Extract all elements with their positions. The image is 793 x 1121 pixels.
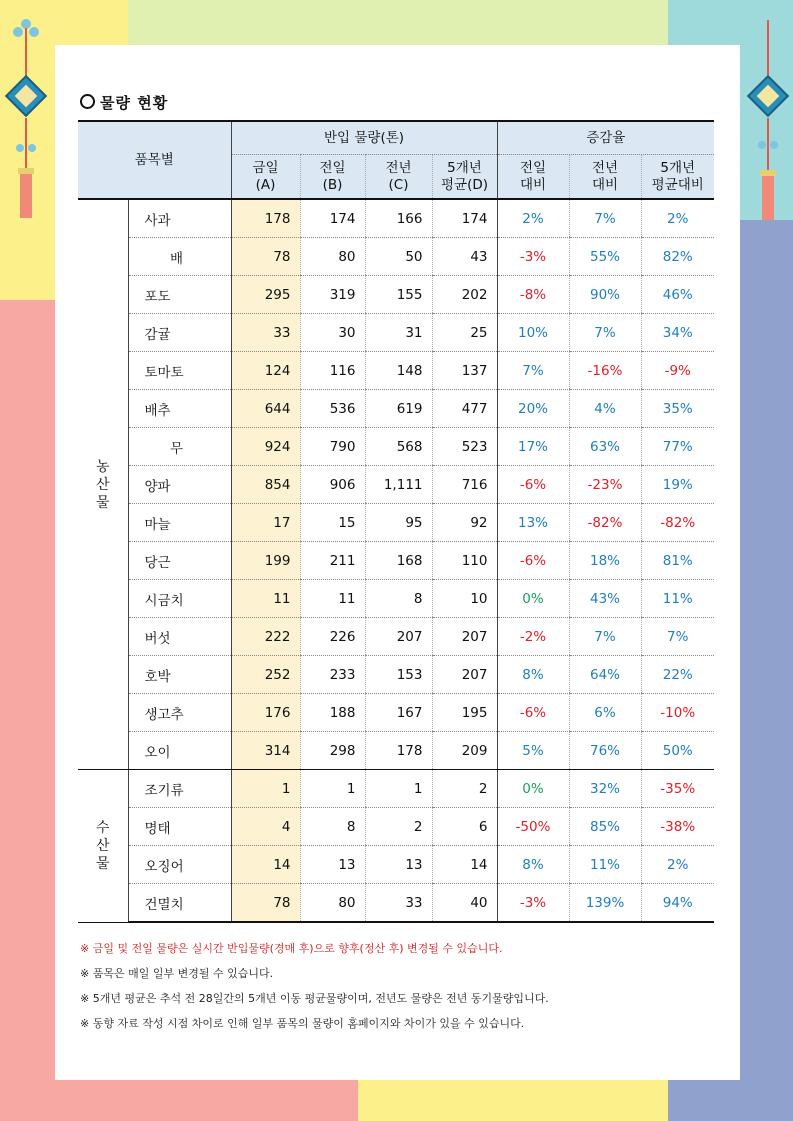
- volume-cell: 124: [231, 352, 300, 390]
- rate-cell: 94%: [641, 884, 714, 923]
- item-name: 무: [128, 428, 231, 466]
- rate-cell: 63%: [569, 428, 641, 466]
- rate-cell: -8%: [497, 276, 569, 314]
- volume-cell: 1: [300, 770, 365, 808]
- rate-cell: 32%: [569, 770, 641, 808]
- rate-cell: 11%: [569, 846, 641, 884]
- rate-cell: -9%: [641, 352, 714, 390]
- table-row: [78, 580, 714, 618]
- rate-cell: 7%: [569, 618, 641, 656]
- volume-cell: 523: [432, 428, 497, 466]
- volume-cell: 166: [365, 199, 432, 238]
- volume-cell: 80: [300, 238, 365, 276]
- item-name: 배추: [128, 390, 231, 428]
- rate-cell: 18%: [569, 542, 641, 580]
- volume-cell: 536: [300, 390, 365, 428]
- bullet-circle-icon: [80, 94, 95, 109]
- volume-cell: 233: [300, 656, 365, 694]
- column-header: [497, 155, 569, 200]
- volume-cell: 148: [365, 352, 432, 390]
- column-header: [641, 155, 714, 200]
- rate-cell: 7%: [641, 618, 714, 656]
- group-label: 수산물: [95, 819, 110, 872]
- volume-cell: 153: [365, 656, 432, 694]
- table-row: [78, 732, 714, 770]
- rate-cell: 50%: [641, 732, 714, 770]
- volume-cell: 298: [300, 732, 365, 770]
- notes: [80, 936, 549, 1036]
- volume-cell: 199: [231, 542, 300, 580]
- volume-cell: 314: [231, 732, 300, 770]
- rate-cell: 55%: [569, 238, 641, 276]
- column-header-line: (C): [388, 176, 409, 193]
- item-name: 호박: [128, 656, 231, 694]
- column-header-line: 5개년: [447, 159, 482, 176]
- volume-cell: 207: [365, 618, 432, 656]
- bg-block: [128, 0, 668, 48]
- volume-cell: 15: [300, 504, 365, 542]
- volume-cell: 4: [231, 808, 300, 846]
- volume-cell: 207: [432, 618, 497, 656]
- item-name: 생고추: [128, 694, 231, 732]
- rate-cell: 4%: [569, 390, 641, 428]
- rate-cell: 81%: [641, 542, 714, 580]
- rate-cell: 6%: [569, 694, 641, 732]
- volume-cell: 174: [432, 199, 497, 238]
- volume-cell: 8: [365, 580, 432, 618]
- norigae-ornament-icon: [4, 18, 48, 223]
- rate-cell: -3%: [497, 884, 569, 923]
- table-row: [78, 542, 714, 580]
- volume-cell: 8: [300, 808, 365, 846]
- rate-cell: 17%: [497, 428, 569, 466]
- item-name: 포도: [128, 276, 231, 314]
- rate-cell: 13%: [497, 504, 569, 542]
- volume-cell: 92: [432, 504, 497, 542]
- section-title-text: 물량 현황: [100, 94, 169, 112]
- volume-cell: 178: [365, 732, 432, 770]
- rate-cell: 7%: [569, 199, 641, 238]
- volume-cell: 80: [300, 884, 365, 923]
- volume-cell: 176: [231, 694, 300, 732]
- rate-cell: 8%: [497, 656, 569, 694]
- group-label: 농산물: [95, 458, 110, 511]
- column-header: [365, 155, 432, 200]
- volume-cell: 13: [365, 846, 432, 884]
- item-name: 감귤: [128, 314, 231, 352]
- rate-cell: -10%: [641, 694, 714, 732]
- column-header-line: 5개년: [660, 159, 696, 176]
- volume-cell: 906: [300, 466, 365, 504]
- volume-cell: 644: [231, 390, 300, 428]
- rate-cell: 2%: [641, 199, 714, 238]
- volume-cell: 188: [300, 694, 365, 732]
- rate-cell: 10%: [497, 314, 569, 352]
- rate-cell: 43%: [569, 580, 641, 618]
- rate-cell: 2%: [641, 846, 714, 884]
- volume-cell: 14: [231, 846, 300, 884]
- rate-cell: -23%: [569, 466, 641, 504]
- column-header-line: 대비: [519, 176, 547, 193]
- volume-cell: 78: [231, 238, 300, 276]
- rate-cell: -6%: [497, 542, 569, 580]
- volume-cell: 178: [231, 199, 300, 238]
- volume-cell: 252: [231, 656, 300, 694]
- volume-cell: 209: [432, 732, 497, 770]
- volume-cell: 1: [231, 770, 300, 808]
- volume-cell: 477: [432, 390, 497, 428]
- rate-cell: 0%: [497, 580, 569, 618]
- item-name: 조기류: [128, 770, 231, 808]
- volume-cell: 11: [231, 580, 300, 618]
- volume-cell: 202: [432, 276, 497, 314]
- item-name: 시금치: [128, 580, 231, 618]
- volume-cell: 716: [432, 466, 497, 504]
- table-row: [78, 352, 714, 390]
- volume-cell: 211: [300, 542, 365, 580]
- item-name: 배: [128, 238, 231, 276]
- volume-cell: 95: [365, 504, 432, 542]
- volume-cell: 33: [365, 884, 432, 923]
- rate-cell: -6%: [497, 694, 569, 732]
- volume-table: [78, 120, 714, 923]
- volume-cell: 30: [300, 314, 365, 352]
- rate-cell: 2%: [497, 199, 569, 238]
- table-row: [78, 846, 714, 884]
- rate-cell: -82%: [569, 504, 641, 542]
- column-header-line: (A): [255, 176, 276, 193]
- volume-cell: 17: [231, 504, 300, 542]
- bg-block: [740, 220, 793, 1121]
- rate-cell: 8%: [497, 846, 569, 884]
- note-line: ※ 5개년 평균은 추석 전 28일간의 5개년 이동 평균물량이며, 전년도 물량은 전년 동기물량입니다.: [80, 992, 549, 1005]
- column-header: [300, 155, 365, 200]
- table-row: [78, 276, 714, 314]
- rate-cell: 34%: [641, 314, 714, 352]
- column-header-line: 전일: [519, 159, 547, 176]
- bg-block: [668, 1080, 793, 1121]
- rate-cell: 76%: [569, 732, 641, 770]
- bg-block: [55, 1080, 358, 1121]
- item-name: 건멸치: [128, 884, 231, 923]
- volume-cell: 40: [432, 884, 497, 923]
- volume-cell: 167: [365, 694, 432, 732]
- volume-cell: 195: [432, 694, 497, 732]
- section-title: [80, 92, 168, 113]
- table-row: [78, 694, 714, 732]
- column-header: [432, 155, 497, 200]
- table-row: [78, 466, 714, 504]
- column-header-line: 평균대비: [651, 176, 704, 193]
- norigae-ornament-icon: [746, 20, 790, 225]
- table-row: [78, 390, 714, 428]
- header-rate: 증감율: [497, 121, 714, 155]
- rate-cell: 82%: [641, 238, 714, 276]
- column-header-line: (B): [322, 176, 343, 193]
- volume-cell: 790: [300, 428, 365, 466]
- column-header-line: 전일: [319, 159, 346, 176]
- volume-cell: 619: [365, 390, 432, 428]
- column-header: [231, 155, 300, 200]
- rate-cell: 5%: [497, 732, 569, 770]
- volume-cell: 207: [432, 656, 497, 694]
- volume-cell: 33: [231, 314, 300, 352]
- column-header-line: 전년: [385, 159, 412, 176]
- group-agri: [78, 199, 128, 770]
- column-header-line: 대비: [591, 176, 619, 193]
- item-name: 명태: [128, 808, 231, 846]
- bg-block: [0, 300, 55, 1121]
- table-row: [78, 238, 714, 276]
- volume-cell: 13: [300, 846, 365, 884]
- rate-cell: -82%: [641, 504, 714, 542]
- rate-cell: -16%: [569, 352, 641, 390]
- rate-cell: 22%: [641, 656, 714, 694]
- volume-cell: 924: [231, 428, 300, 466]
- table-row: [78, 884, 714, 923]
- volume-cell: 854: [231, 466, 300, 504]
- rate-cell: 35%: [641, 390, 714, 428]
- header-item: 품목별: [78, 121, 231, 199]
- volume-cell: 110: [432, 542, 497, 580]
- table-row: [78, 770, 714, 808]
- volume-cell: 226: [300, 618, 365, 656]
- column-header-line: 전년: [591, 159, 619, 176]
- rate-cell: 64%: [569, 656, 641, 694]
- volume-cell: 222: [231, 618, 300, 656]
- volume-cell: 2: [365, 808, 432, 846]
- volume-cell: 155: [365, 276, 432, 314]
- rate-cell: -3%: [497, 238, 569, 276]
- item-name: 버섯: [128, 618, 231, 656]
- volume-cell: 116: [300, 352, 365, 390]
- volume-cell: 6: [432, 808, 497, 846]
- volume-cell: 1,111: [365, 466, 432, 504]
- volume-cell: 168: [365, 542, 432, 580]
- header-volume: 반입 물량(톤): [231, 121, 497, 155]
- note-line: ※ 품목은 매일 일부 변경될 수 있습니다.: [80, 967, 274, 980]
- table-row: [78, 199, 714, 238]
- item-name: 당근: [128, 542, 231, 580]
- rate-cell: 7%: [497, 352, 569, 390]
- volume-cell: 14: [432, 846, 497, 884]
- rate-cell: -35%: [641, 770, 714, 808]
- item-name: 오징어: [128, 846, 231, 884]
- rate-cell: 20%: [497, 390, 569, 428]
- rate-cell: 85%: [569, 808, 641, 846]
- rate-cell: 0%: [497, 770, 569, 808]
- table-row: [78, 504, 714, 542]
- rate-cell: 19%: [641, 466, 714, 504]
- rate-cell: -6%: [497, 466, 569, 504]
- column-header: [569, 155, 641, 200]
- rate-cell: 7%: [569, 314, 641, 352]
- bg-block: [358, 1080, 668, 1121]
- item-name: 양파: [128, 466, 231, 504]
- volume-cell: 50: [365, 238, 432, 276]
- item-name: 마늘: [128, 504, 231, 542]
- volume-cell: 31: [365, 314, 432, 352]
- volume-cell: 568: [365, 428, 432, 466]
- table-row: [78, 428, 714, 466]
- column-header-line: 평균(D): [440, 176, 488, 193]
- table-row: [78, 314, 714, 352]
- rate-cell: -50%: [497, 808, 569, 846]
- volume-cell: 1: [365, 770, 432, 808]
- rate-cell: 11%: [641, 580, 714, 618]
- volume-cell: 43: [432, 238, 497, 276]
- item-name: 오이: [128, 732, 231, 770]
- volume-cell: 2: [432, 770, 497, 808]
- rate-cell: -2%: [497, 618, 569, 656]
- item-name: 사과: [128, 199, 231, 238]
- volume-cell: 319: [300, 276, 365, 314]
- table-row: [78, 618, 714, 656]
- volume-cell: 11: [300, 580, 365, 618]
- rate-cell: 139%: [569, 884, 641, 923]
- note-line: ※ 금일 및 전일 물량은 실시간 반입물량(경매 후)으로 향후(정산 후) 변경될 수 있습니다.: [80, 942, 503, 955]
- rate-cell: -38%: [641, 808, 714, 846]
- rate-cell: 90%: [569, 276, 641, 314]
- rate-cell: 77%: [641, 428, 714, 466]
- volume-cell: 25: [432, 314, 497, 352]
- column-header-line: 금일: [252, 159, 279, 176]
- item-name: 토마토: [128, 352, 231, 390]
- group-sea: [78, 770, 128, 923]
- volume-cell: 137: [432, 352, 497, 390]
- table-row: [78, 808, 714, 846]
- volume-cell: 174: [300, 199, 365, 238]
- volume-cell: 10: [432, 580, 497, 618]
- note-line: ※ 동향 자료 작성 시점 차이로 인해 일부 품목의 물량이 홈페이지와 차이가 있을 수 있습니다.: [80, 1017, 525, 1030]
- table-row: [78, 656, 714, 694]
- volume-cell: 78: [231, 884, 300, 923]
- volume-cell: 295: [231, 276, 300, 314]
- rate-cell: 46%: [641, 276, 714, 314]
